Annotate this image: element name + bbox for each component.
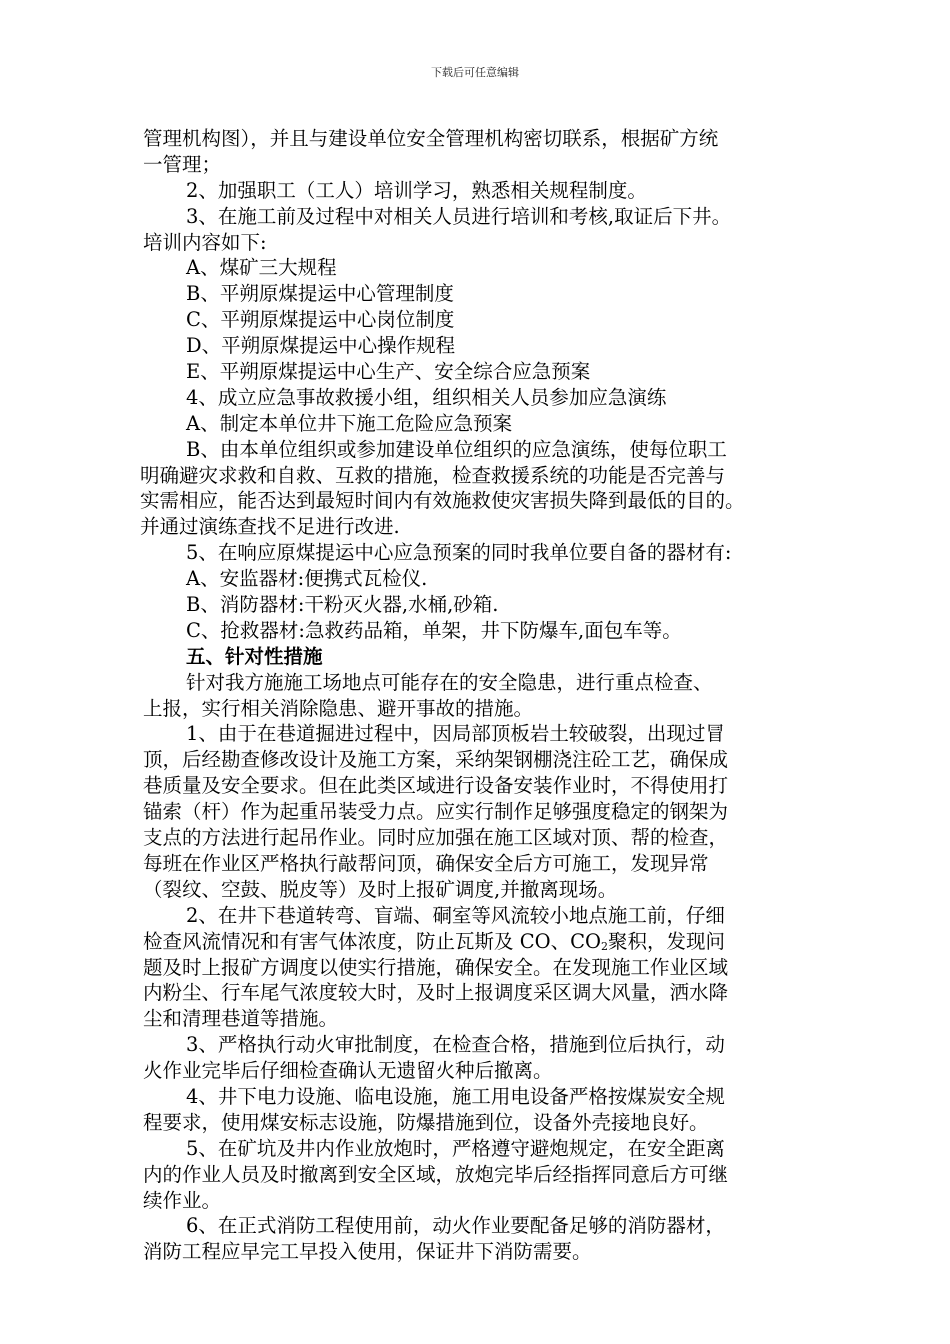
text-line: 培训内容如下: (143, 230, 267, 254)
text-line: 支点的方法进行起吊作业。同时应加强在施工区域对顶、帮的检查， (143, 826, 729, 850)
text-line: A、安监器材:便携式瓦检仪. (186, 567, 428, 591)
text-line: 内粉尘、行车尾气浓度较大时，及时上报调度采区调大风量，洒水降 (143, 981, 729, 1005)
document-body (140, 126, 820, 1265)
text-line: 程要求，使用煤安标志设施，防爆措施到位，设备外壳接地良好。 (143, 1110, 709, 1134)
text-line: 3、严格执行动火审批制度，在检查合格，措施到位后执行，动 (186, 1033, 725, 1057)
text-line: 锚索（杆）作为起重吊装受力点。应实行制作足够强度稳定的钢架为 (143, 800, 729, 824)
text-line: 尘和清理巷道等措施。 (143, 1007, 339, 1031)
text-line: 管理机构图），并且与建设单位安全管理机构密切联系，根据矿方统 (143, 127, 719, 150)
text-line: 内的作业人员及时撤离到安全区域，放炮完毕后经指挥同意后方可继 (143, 1162, 729, 1186)
text-line: 上报，实行相关消除隐患、避开事故的措施。 (143, 696, 534, 720)
text-line: C、平朔原煤提运中心岗位制度 (186, 308, 455, 332)
text-line: C、抢救器材:急救药品箱，单架，井下防爆车,面包车等。 (186, 618, 682, 642)
text-line: 2、在井下巷道转弯、盲端、硐室等风流较小地点施工前，仔细 (186, 903, 725, 927)
text-line: 1、由于在巷道掘进过程中，因局部顶板岩土较破裂，出现过冒 (186, 722, 725, 746)
text-line: B、平朔原煤提运中心管理制度 (186, 282, 454, 306)
text-segment: 聚积，发现问 (608, 929, 726, 953)
text-line: 针对我方施施工场地点可能存在的安全隐患，进行重点检查、 (186, 670, 713, 694)
text-line: 2、加强职工（工人）培训学习，熟悉相关规程制度。 (186, 178, 647, 202)
text-line: D、平朔原煤提运中心操作规程 (186, 334, 456, 358)
page-header-note: 下载后可任意编辑 (431, 66, 519, 79)
text-line: 顶，后经勘查修改设计及施工方案，采纳架钢棚浇注砼工艺，确保成 (143, 748, 729, 772)
text-line: 实需相应，能否达到最短时间内有效施救使灾害损失降到最低的目的。 (140, 489, 745, 513)
text-line: 一管理； (143, 152, 222, 176)
text-line: 5、在响应原煤提运中心应急预案的同时我单位要自备的器材有: (186, 541, 732, 565)
section-heading: 五、针对性措施 (186, 644, 323, 668)
text-line: 明确避灾求救和自救、互救的措施，检查救援系统的功能是否完善与 (140, 463, 726, 487)
text-line: 题及时上报矿方调度以使实行措施，确保安全。在发现施工作业区域 (143, 955, 729, 979)
text-line (140, 929, 820, 955)
text-line: （裂纹、空鼓、脱皮等）及时上报矿调度,并撤离现场。 (143, 877, 618, 901)
text-segment: 检查风流情况和有害气体浓度，防止瓦斯及 CO、CO (143, 929, 602, 953)
text-line: E、平朔原煤提运中心生产、安全综合应急预案 (186, 360, 591, 384)
text-line: A、制定本单位井下施工危险应急预案 (186, 411, 513, 435)
text-line: 6、在正式消防工程使用前，动火作业要配备足够的消防器材， (186, 1214, 725, 1238)
subscript: 2 (601, 939, 609, 953)
text-line: 5、在矿坑及井内作业放炮时，严格遵守避炮规定，在安全距离 (186, 1136, 725, 1160)
text-line: 续作业。 (143, 1188, 222, 1212)
text-line: 并通过演练查找不足进行改进. (140, 515, 400, 539)
text-line: 3、在施工前及过程中对相关人员进行培训和考核,取证后下井。 (186, 204, 732, 228)
text-line: 4、井下电力设施、临电设施，施工用电设备严格按煤炭安全规 (186, 1084, 725, 1108)
text-line: 4、成立应急事故救援小组，组织相关人员参加应急演练 (186, 385, 667, 409)
text-line: B、消防器材:干粉灭火器,水桶,砂箱. (186, 593, 499, 617)
text-line: 火作业完毕后仔细检查确认无遗留火种后撤离。 (143, 1059, 553, 1083)
text-line: A、煤矿三大规程 (186, 256, 337, 280)
text-line: 每班在作业区严格执行敲帮问顶，确保安全后方可施工，发现异常 (143, 851, 709, 875)
text-line: B、由本单位组织或参加建设单位组织的应急演练，使每位职工 (186, 437, 727, 461)
text-line: 消防工程应早完工早投入使用，保证井下消防需要。 (143, 1240, 592, 1264)
text-line: 巷质量及安全要求。但在此类区域进行设备安装作业时，不得使用打 (143, 774, 729, 798)
